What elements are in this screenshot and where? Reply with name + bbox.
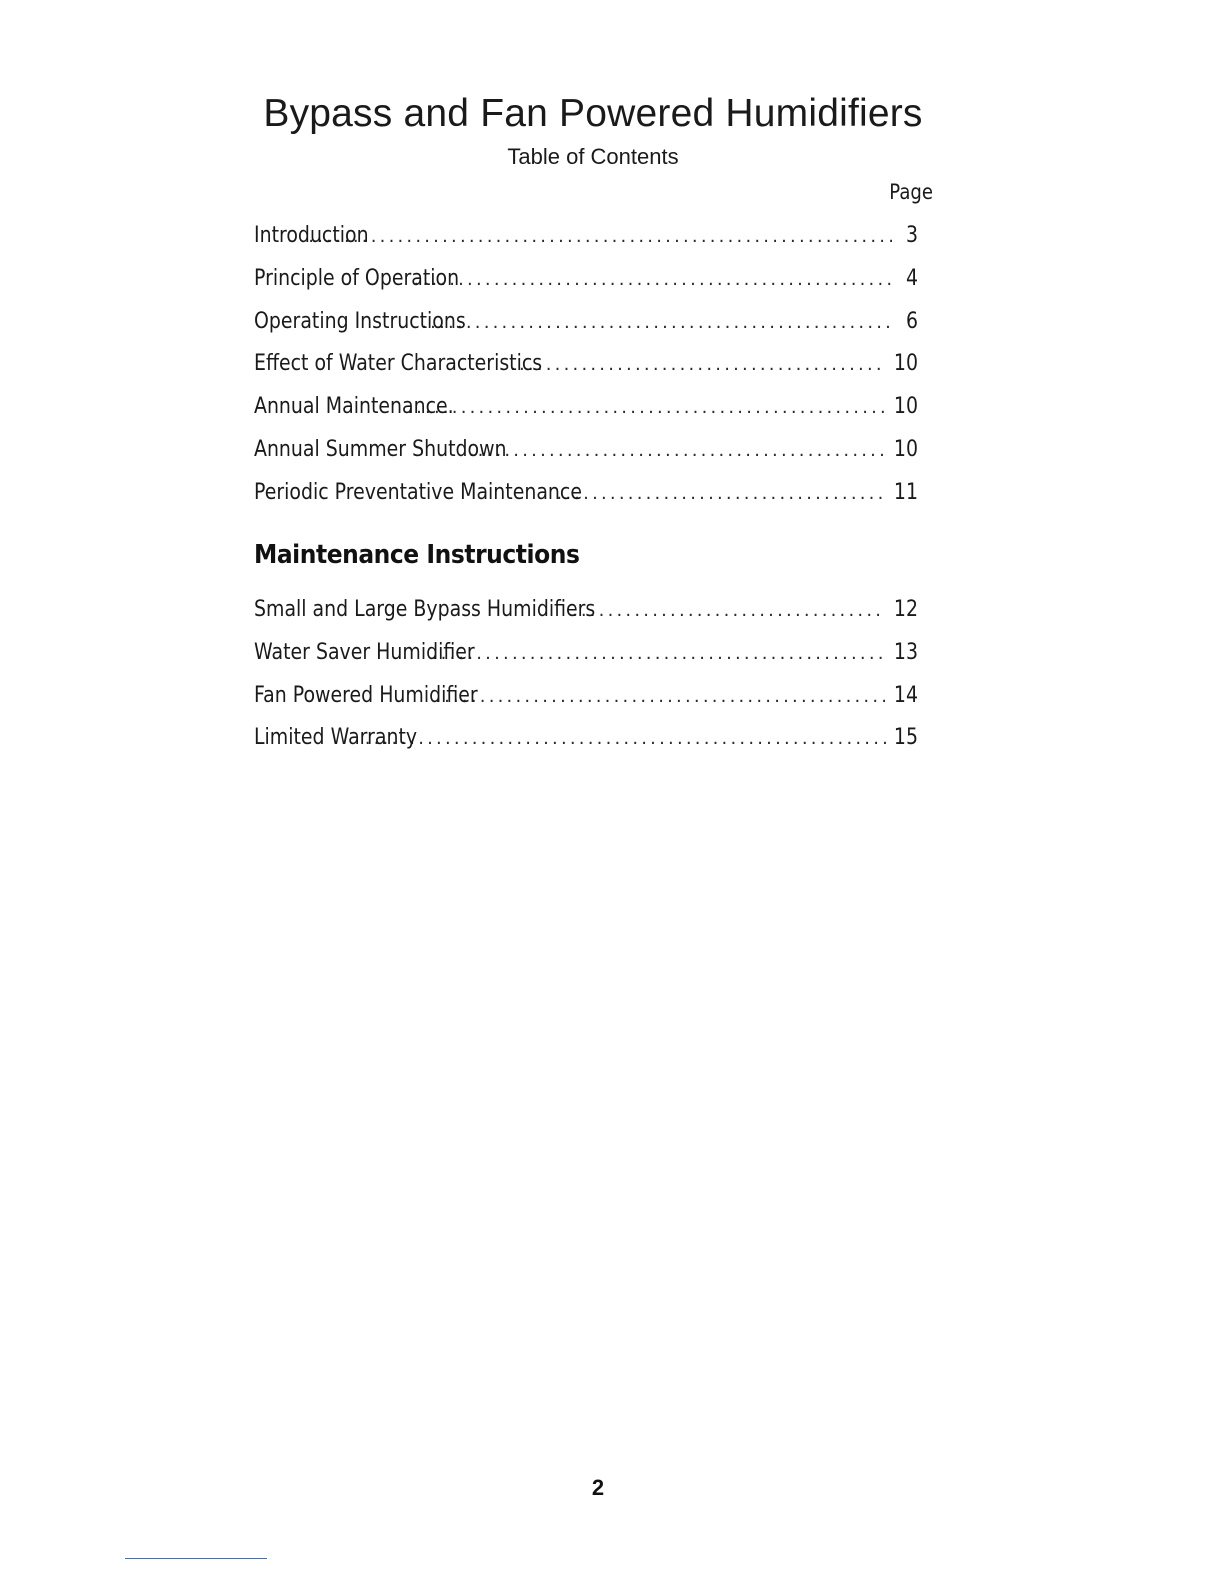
- toc-entry-page: 14: [893, 682, 918, 708]
- toc-entry-page: 4: [905, 265, 918, 291]
- toc-entry-label: Water Saver Humidifier: [254, 639, 475, 665]
- toc-entry[interactable]: [254, 436, 918, 479]
- toc-section-list: [254, 596, 918, 767]
- toc-entry[interactable]: [254, 393, 918, 436]
- toc-entry-page: 13: [893, 639, 918, 665]
- toc-dot-leader: [365, 725, 886, 753]
- document-title: Bypass and Fan Powered Humidifiers: [263, 92, 923, 135]
- page-number: 2: [591, 1475, 605, 1500]
- toc-entry[interactable]: [254, 596, 918, 639]
- toc-entry-label: Operating Instructions: [254, 308, 466, 334]
- toc-entry-label: Principle of Operation: [254, 265, 460, 291]
- toc-entry[interactable]: [254, 265, 918, 308]
- toc-entry-label: Periodic Preventative Maintenance: [254, 479, 582, 505]
- toc-entry-page: 15: [893, 725, 918, 751]
- toc-entry-label: Effect of Water Characteristics: [254, 351, 543, 377]
- toc-entry-page: 10: [893, 436, 918, 462]
- toc-dot-leader: [469, 437, 886, 465]
- toc-entry-page: 6: [905, 308, 918, 334]
- toc-entry-page: 10: [893, 351, 918, 377]
- toc-entry[interactable]: [254, 682, 918, 725]
- toc-dot-leader: [407, 394, 886, 422]
- toc-entry-label: Annual Summer Shutdown: [254, 436, 507, 462]
- toc-entry[interactable]: [254, 724, 918, 767]
- section-heading: Maintenance Instructions: [254, 540, 580, 570]
- toc-dot-leader: [435, 683, 886, 711]
- page-column-label: Page: [889, 180, 933, 204]
- toc-dot-leader: [421, 309, 892, 337]
- toc-entry[interactable]: [254, 350, 918, 393]
- toc-entry-label: Limited Warranty: [254, 725, 418, 751]
- toc-entry[interactable]: [254, 222, 918, 265]
- document-subtitle: Table of Contents: [507, 144, 679, 169]
- toc-dot-leader: [432, 640, 886, 668]
- toc-dot-leader: [414, 266, 892, 294]
- toc-entry-page: 10: [893, 394, 918, 420]
- toc-entry-page: 12: [893, 597, 918, 622]
- toc-entry-label: Introduction: [254, 223, 369, 248]
- toc-entry-label: Fan Powered Humidifier: [254, 682, 478, 708]
- toc-entry[interactable]: [254, 639, 918, 682]
- toc-list: [254, 222, 918, 522]
- toc-entry-page: 3: [905, 223, 918, 248]
- toc-entry[interactable]: [254, 479, 918, 522]
- footer-rule: [125, 1558, 267, 1559]
- toc-dot-leader: [510, 351, 886, 379]
- toc-entry-page: 11: [893, 479, 918, 505]
- toc-dot-leader: [308, 223, 892, 251]
- toc-entry-label: Small and Large Bypass Humidifiers: [254, 597, 596, 622]
- toc-dot-leader: [572, 597, 886, 625]
- toc-entry-label: Annual Maintenance.: [254, 394, 454, 420]
- toc-entry[interactable]: [254, 308, 918, 351]
- toc-dot-leader: [556, 480, 886, 508]
